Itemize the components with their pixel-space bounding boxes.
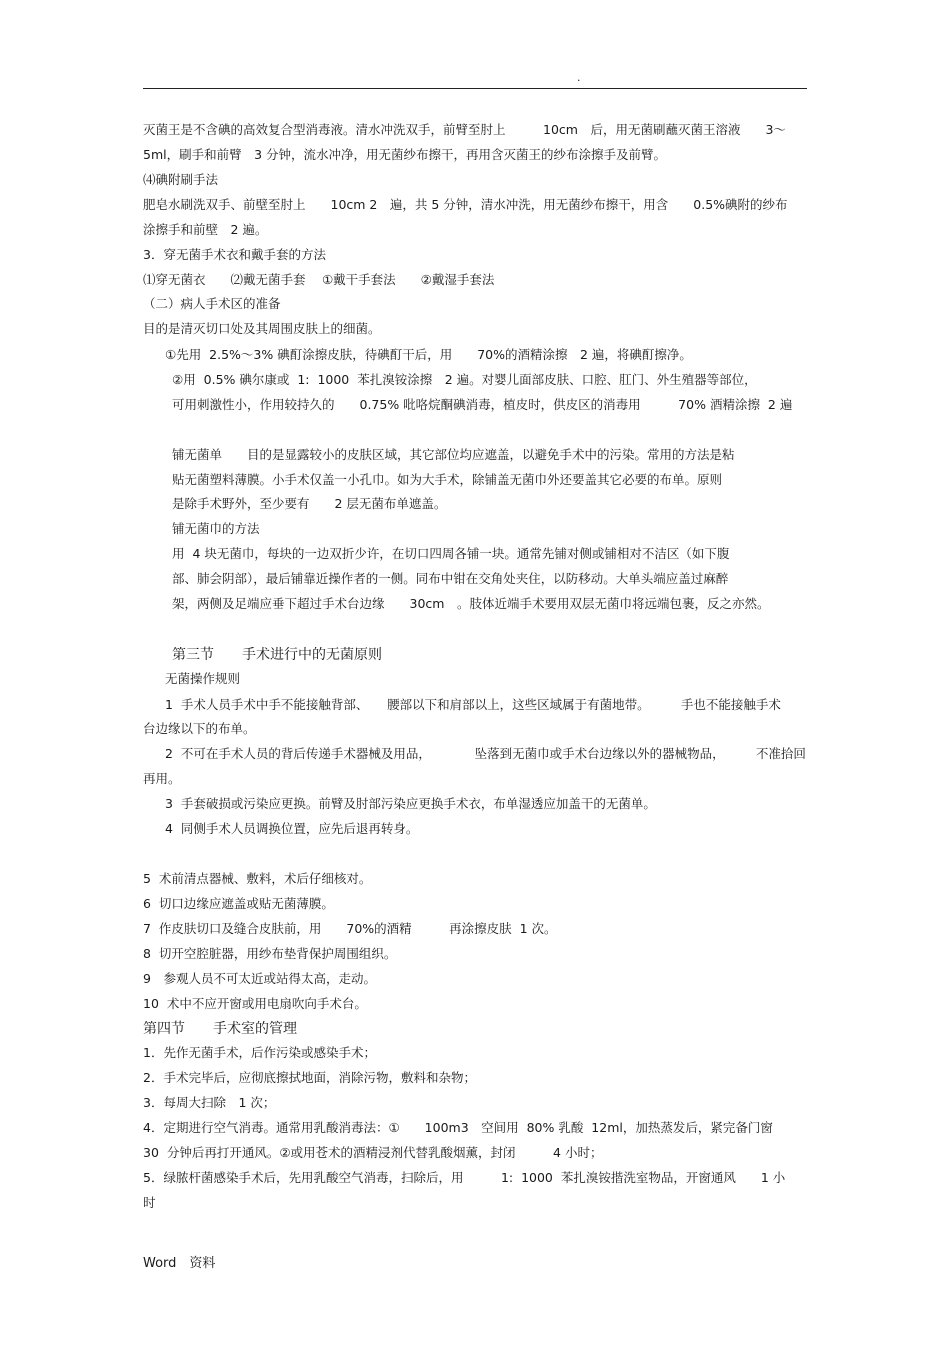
paragraph-line: 贴无菌塑料薄膜。小手术仅盖一小孔巾。如为大手术，除铺盖无菌巾外还要盖其它必要的布单。原则	[172, 472, 723, 487]
paragraph-line: 涂擦手和前壁 2 遍。	[143, 222, 268, 237]
paragraph-line: ②用 0.5% 碘尔康或 1: 1000 苯扎溴铵涂擦 2 遍。对婴儿面部皮肤、口腔、肛门、外生殖器等部位，	[172, 372, 757, 387]
paragraph-line: 目的是清灭切口处及其周围皮肤上的细菌。	[143, 321, 381, 336]
paragraph-line: 铺无菌单 目的是显露较小的皮肤区域，其它部位均应遮盖，以避免手术中的污染。常用的方法是粘	[172, 447, 735, 462]
paragraph-line: 1 手术人员手术中手不能接触背部、 腰部以下和肩部以上，这些区域属于有菌地带。 手也不能接触手术	[165, 697, 781, 712]
paragraph-line: 4．定期进行空气消毒。通常用乳酸消毒法：① 100m3 空间用 80% 乳酸 12ml，加热蒸发后，紧完备门窗	[143, 1120, 773, 1135]
subheading: 无菌操作规则	[165, 671, 241, 686]
paragraph-line: 台边缘以下的布单。	[143, 721, 256, 736]
paragraph-line: 2 不可在手术人员的背后传递手术器械及用品， 坠落到无菌巾或手术台边缘以外的器械物品， 不准拾回	[165, 746, 806, 761]
section-heading: 第四节 手术室的管理	[143, 1021, 297, 1037]
paragraph-line: 2．手术完毕后，应彻底擦拭地面，消除污物，敷料和杂物；	[143, 1070, 476, 1085]
subheading: （二）病人手术区的准备	[143, 296, 281, 311]
subheading: ⑷碘附刷手法	[143, 172, 219, 187]
paragraph-line: 是除手术野外，至少要有 2 层无菌布单遮盖。	[172, 496, 447, 511]
section-heading: 第三节 手术进行中的无菌原则	[172, 647, 382, 663]
header-rule	[143, 88, 807, 89]
subheading: 铺无菌巾的方法	[172, 521, 260, 536]
paragraph-line: ⑴穿无菌衣 ⑵戴无菌手套 ①戴干手套法 ②戴湿手套法	[143, 272, 495, 287]
paragraph-line: 30 分钟后再打开通风。②或用苍术的酒精浸剂代替乳酸烟薰，封闭 4 小时；	[143, 1145, 603, 1160]
paragraph-line: 可用刺激性小，作用较持久的 0.75% 吡咯烷酮碘消毒，植皮时，供皮区的消毒用 70% 酒精涂擦 2 遍	[172, 397, 793, 412]
paragraph-line: 架，两侧及足端应垂下超过手术台边缘 30cm 。肢体近端手术要用双层无菌巾将远端包裹，反之亦然。	[172, 596, 770, 611]
page-footer: Word 资料	[143, 1256, 216, 1271]
paragraph-line: 10 术中不应开窗或用电扇吹向手术台。	[143, 996, 367, 1011]
paragraph-line: 灭菌王是不含碘的高效复合型消毒液。清水冲洗双手，前臂至肘上 10cm 后，用无菌刷蘸灭菌王溶液 3～	[143, 122, 786, 137]
paragraph-line: 8 切开空腔脏器，用纱布垫背保护周围组织。	[143, 946, 397, 961]
paragraph-line: 肥皂水刷洗双手、前壁至肘上 10cm 2 遍，共 5 分钟，清水冲洗，用无菌纱布擦干，用含 0.5%碘附的纱布	[143, 197, 788, 212]
subheading: 3．穿无菌手术衣和戴手套的方法	[143, 247, 326, 262]
paragraph-line: 7 作皮肤切口及缝合皮肤前，用 70%的酒精 再涂擦皮肤 1 次。	[143, 921, 557, 936]
paragraph-line: 5 术前清点器械、敷料，术后仔细核对。	[143, 871, 372, 886]
paragraph-line: 3 手套破损或污染应更换。前臂及肘部污染应更换手术衣，布单湿透应加盖干的无菌单。	[165, 796, 656, 811]
paragraph-line: 1．先作无菌手术，后作污染或感染手术；	[143, 1045, 376, 1060]
paragraph-line: 3．每周大扫除 1 次；	[143, 1095, 276, 1110]
paragraph-line: 部、肺会阴部），最后铺靠近操作者的一侧。同布中钳在交角处夹住，以防移动。大单头端应盖过麻醉	[172, 571, 729, 586]
paragraph-line: 5．绿脓杆菌感染手术后，先用乳酸空气消毒，扫除后，用 1: 1000 苯扎溴铵揩洗室物品，开窗通风 1 小	[143, 1170, 786, 1185]
paragraph-line: 6 切口边缘应遮盖或贴无菌薄膜。	[143, 896, 334, 911]
paragraph-line: 时	[143, 1195, 156, 1210]
paragraph-line: 5ml，刷手和前臂 3 分钟，流水冲净，用无菌纱布擦干，再用含灭菌王的纱布涂擦手及前臂。	[143, 147, 667, 162]
paragraph-line: 再用。	[143, 771, 181, 786]
paragraph-line: 9 参观人员不可太近或站得太高，走动。	[143, 971, 376, 986]
paragraph-line: ①先用 2.5%～3% 碘酊涂擦皮肤，待碘酊干后，用 70%的酒精涂擦 2 遍，将碘酊擦净。	[165, 347, 692, 362]
paragraph-line: 4 同侧手术人员调换位置，应先后退再转身。	[165, 821, 419, 836]
paragraph-line: 用 4 块无菌巾，每块的一边双折少许，在切口四周各铺一块。通常先铺对侧或铺相对不洁区（如下腹	[172, 546, 730, 561]
header-mark: .	[577, 71, 581, 84]
